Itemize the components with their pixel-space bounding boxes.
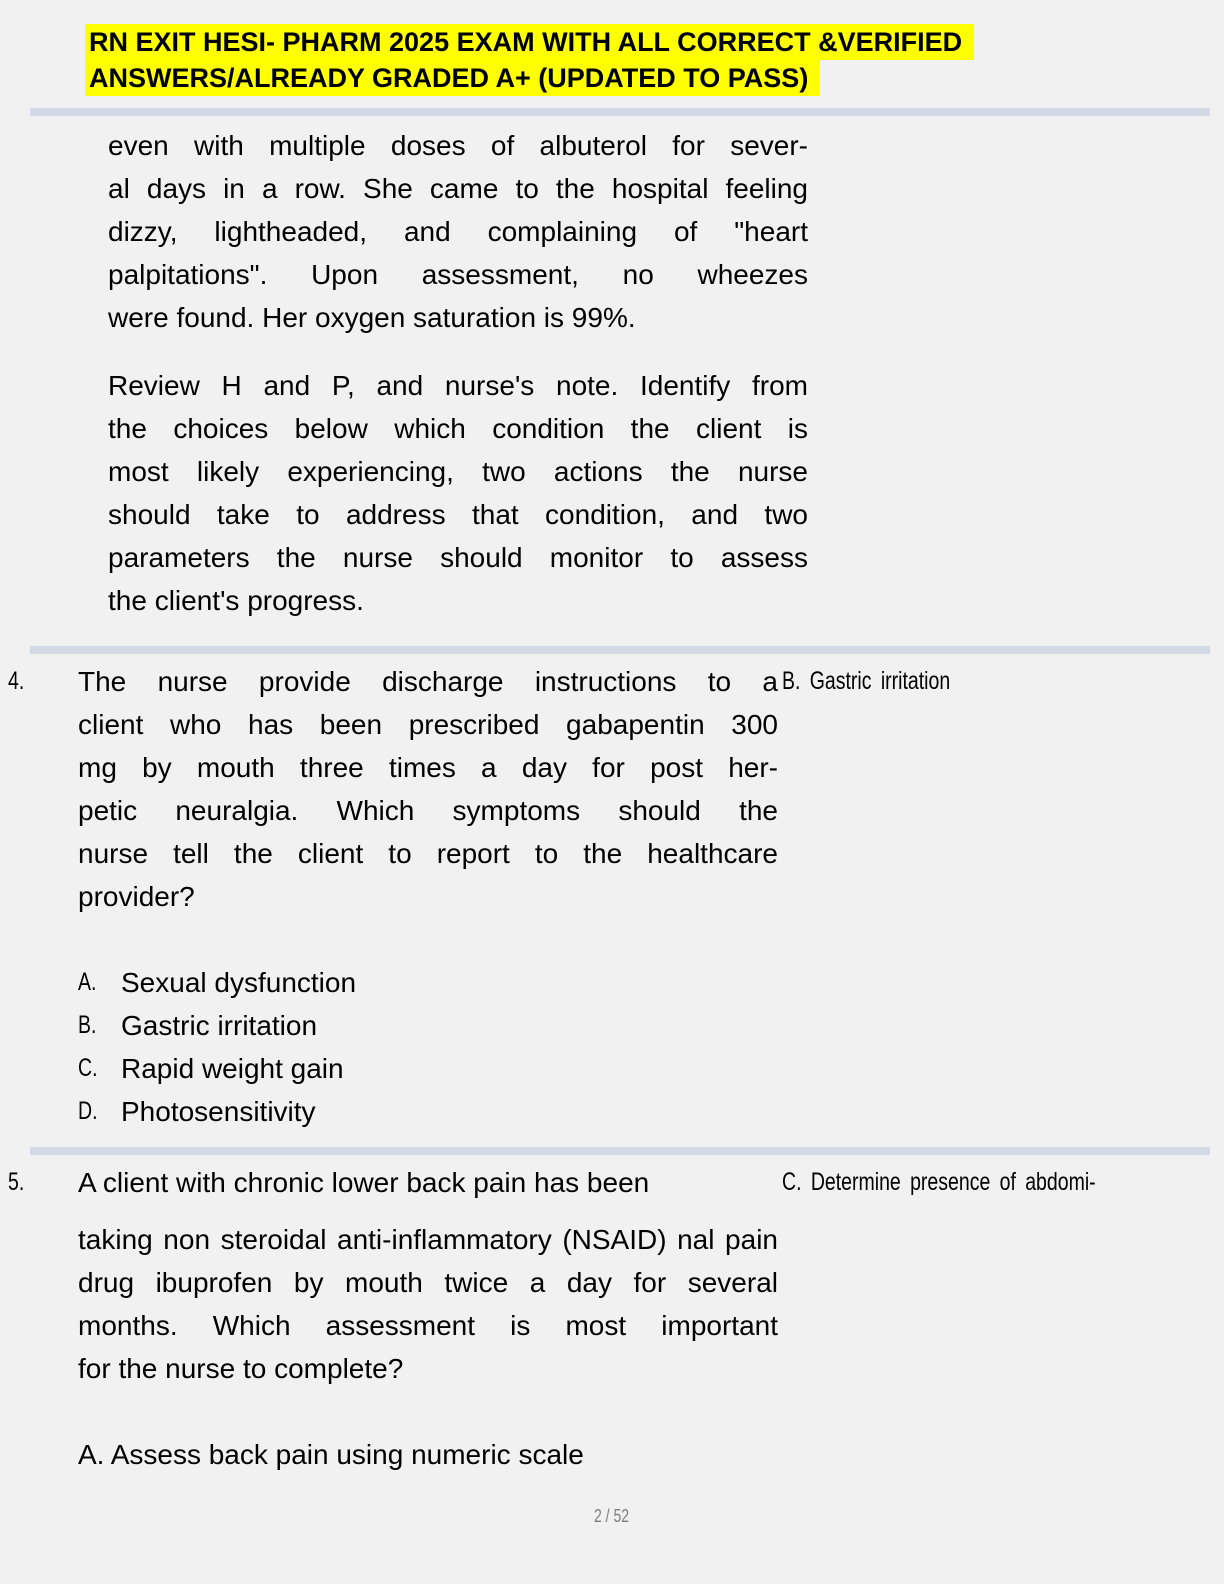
question-5 bbox=[0, 1161, 1224, 1476]
paragraph-line: dizzy, lightheaded, and complaining of "heart bbox=[108, 216, 808, 247]
question-stem-first-line bbox=[78, 1161, 778, 1204]
question-stem bbox=[78, 660, 778, 918]
paragraph-line: most likely experiencing, two actions the nurse bbox=[108, 456, 808, 487]
paragraph-line: parameters the nurse should monitor to assess bbox=[108, 542, 808, 573]
option-text: Photosensitivity bbox=[121, 1096, 316, 1127]
paragraph-line: the choices below which condition the client is bbox=[108, 413, 808, 444]
page-footer bbox=[0, 1504, 1224, 1528]
option-letter: C. bbox=[78, 1054, 98, 1082]
footer-page-indicator: 2 / 52 bbox=[594, 1506, 630, 1526]
title-highlight-2: ANSWERS/ALREADY GRADED A+ (UPDATED TO PASS) bbox=[85, 60, 820, 96]
intro-paragraph-2 bbox=[108, 364, 808, 622]
correct-answer: C. Determine presence of abdomi- bbox=[782, 1168, 1096, 1196]
paragraph-line: months. Which assessment is most important bbox=[78, 1310, 778, 1341]
paragraph-line: for the nurse to complete? bbox=[78, 1353, 404, 1384]
question-text bbox=[78, 1161, 778, 1476]
paragraph-line: even with multiple doses of albuterol for sever- bbox=[108, 130, 808, 161]
correct-answer: B. Gastric irritation bbox=[782, 667, 951, 695]
paragraph-line: drug ibuprofen by mouth twice a day for several bbox=[78, 1267, 778, 1298]
option-a-line bbox=[78, 1433, 778, 1476]
option-letter: D. bbox=[78, 1097, 98, 1125]
paragraph-line: al days in a row. She came to the hospital feeling bbox=[108, 173, 808, 204]
option-text: Sexual dysfunction bbox=[121, 967, 357, 998]
option-d bbox=[78, 1090, 778, 1133]
option-b bbox=[78, 1004, 778, 1047]
question-text bbox=[78, 660, 778, 1133]
title-highlight-1: RN EXIT HESI- PHARM 2025 EXAM WITH ALL CORRECT &VERIFIED bbox=[85, 24, 974, 60]
paragraph-line: client who has been prescribed gabapentin 300 bbox=[78, 709, 778, 740]
question-number: 5. bbox=[8, 1168, 25, 1196]
option-text: Rapid weight gain bbox=[121, 1053, 344, 1084]
question-4 bbox=[0, 660, 1224, 1133]
paragraph-line: should take to address that condition, and two bbox=[108, 499, 808, 530]
paragraph-line: The nurse provide discharge instructions to a bbox=[78, 666, 778, 697]
option-a bbox=[78, 961, 778, 1004]
section-divider bbox=[30, 108, 1210, 116]
option-text: Gastric irritation bbox=[121, 1010, 318, 1041]
section-divider bbox=[30, 1147, 1210, 1155]
paragraph-line: A client with chronic lower back pain has been bbox=[78, 1167, 650, 1198]
paragraph-line: Review H and P, and nurse's note. Identify from bbox=[108, 370, 808, 401]
question-stem-rest bbox=[78, 1218, 778, 1390]
document-title bbox=[0, 0, 1224, 96]
intro-text bbox=[108, 124, 808, 622]
option-c bbox=[78, 1047, 778, 1090]
paragraph-line: provider? bbox=[78, 881, 195, 912]
paragraph-line: petic neuralgia. Which symptoms should the bbox=[78, 795, 778, 826]
section-divider bbox=[30, 646, 1210, 654]
paragraph-line: palpitations". Upon assessment, no wheezes bbox=[108, 259, 808, 290]
option-letter: A. bbox=[78, 968, 97, 996]
intro-paragraph-1 bbox=[108, 124, 808, 339]
paragraph-line: mg by mouth three times a day for post her- bbox=[78, 752, 778, 783]
paragraph-line: were found. Her oxygen saturation is 99%. bbox=[108, 302, 636, 333]
answer-options bbox=[78, 961, 778, 1133]
paragraph-line: nurse tell the client to report to the healthcare bbox=[78, 838, 778, 869]
option-letter: B. bbox=[78, 1011, 97, 1039]
title-line-2 bbox=[85, 60, 1224, 96]
paragraph-line: the client's progress. bbox=[108, 585, 364, 616]
title-line-1 bbox=[85, 24, 1224, 60]
question-number: 4. bbox=[8, 667, 25, 695]
paragraph-line: A. Assess back pain using numeric scale bbox=[78, 1439, 584, 1470]
paragraph-line: taking non steroidal anti-inflammatory (NSAID) nal pain bbox=[78, 1224, 778, 1255]
